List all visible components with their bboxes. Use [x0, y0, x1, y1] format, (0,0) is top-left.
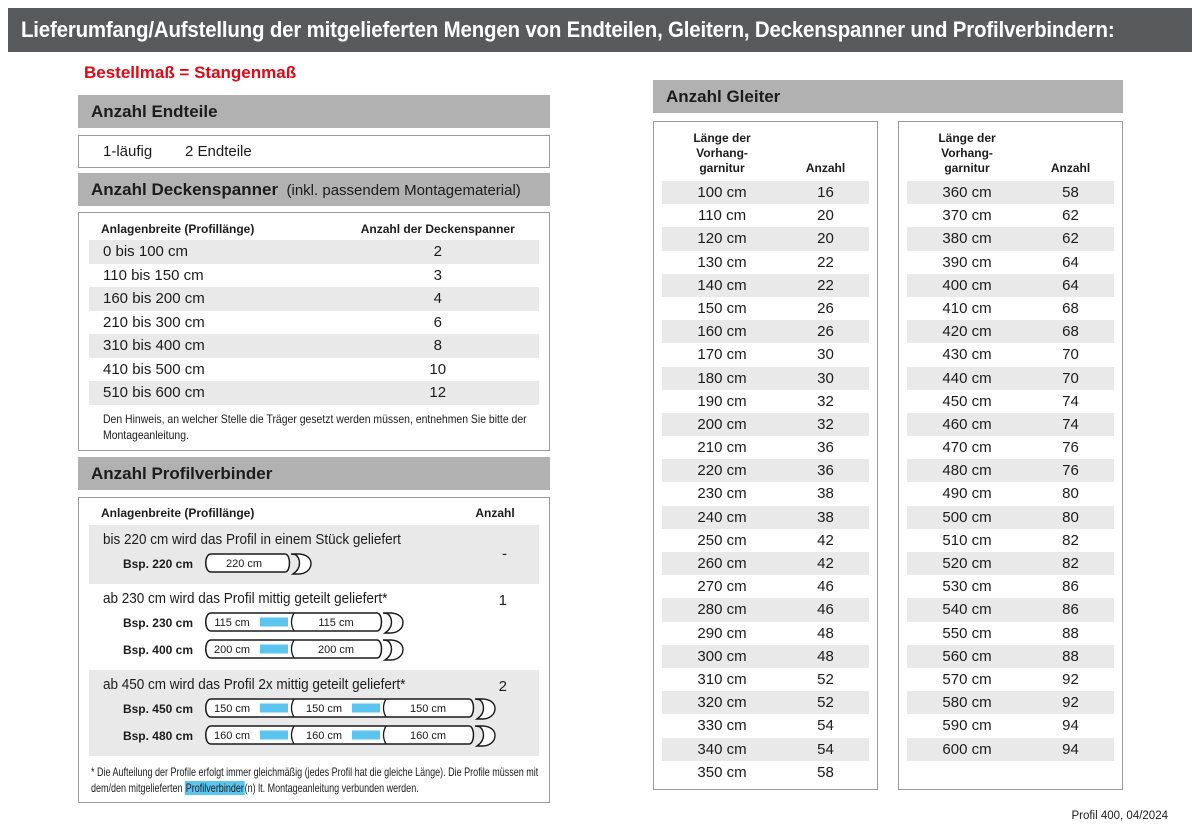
svg-text:200 cm: 200 cm	[317, 643, 355, 656]
length-cell: 300 cm	[697, 647, 747, 665]
footnote-text-before: * Die Aufteilung der Profile erfolgt immer gleichmäßig (jedes Profil hat die gleiche Länge). Die Profile müssen mit dem/den mitgelieferten	[91, 764, 539, 795]
header-line: garnitur	[944, 161, 990, 175]
variant-cell: 1-läufig	[103, 143, 153, 160]
count-cell: 46	[817, 601, 834, 619]
svg-text:115 cm: 115 cm	[214, 616, 250, 629]
table-row	[907, 668, 1114, 691]
count-cell: 76	[1062, 439, 1079, 457]
header-line: Vorhang-	[696, 146, 748, 160]
length-cell: 570 cm	[942, 670, 992, 688]
length-cell: 470 cm	[942, 439, 992, 457]
profile-example	[89, 697, 539, 721]
section-title: Anzahl Deckenspanner	[91, 180, 279, 199]
table-row	[662, 645, 869, 668]
table-row	[662, 552, 869, 575]
count-cell: 80	[1062, 508, 1079, 526]
table-row	[907, 691, 1114, 714]
length-cell: 380 cm	[942, 230, 992, 248]
count-cell: 12	[429, 384, 447, 401]
length-cell: 220 cm	[697, 462, 747, 480]
count-cell: 64	[1062, 253, 1079, 271]
length-cell: 520 cm	[942, 555, 992, 572]
table-row	[907, 343, 1114, 366]
count-cell: 54	[817, 740, 834, 758]
count-cell: 58	[1062, 184, 1079, 201]
count-cell: 38	[817, 485, 834, 503]
length-cell: 560 cm	[942, 647, 992, 665]
count-cell: 68	[1062, 299, 1079, 317]
page-title: Lieferumfang/Aufstellung der mitgelieferten Mengen von Endteilen, Gleitern, Deckenspanner und Profilverbindern:	[21, 17, 1115, 42]
table-row	[662, 482, 869, 505]
length-cell: 320 cm	[697, 694, 747, 712]
left-column	[78, 60, 550, 803]
length-cell: 330 cm	[697, 717, 747, 735]
length-cell: 310 cm	[697, 670, 747, 688]
column-header-anzahl: Anzahl der Deckenspanner	[360, 222, 515, 236]
table-header-row	[89, 504, 539, 525]
count-cell: 74	[1062, 392, 1079, 410]
count-cell: 32	[817, 415, 834, 433]
length-cell: 260 cm	[697, 555, 747, 572]
table-row	[662, 390, 869, 413]
example-label: Bsp. 230 cm	[122, 615, 193, 630]
table-row	[907, 204, 1114, 227]
table-row	[662, 181, 869, 204]
rule-text-wrap	[89, 531, 539, 549]
count-cell: 58	[817, 763, 834, 781]
rule-text: bis 220 cm wird das Profil in einem Stück geliefert	[103, 530, 401, 548]
length-cell: 430 cm	[942, 346, 992, 364]
profile-diagram	[200, 552, 317, 576]
table-row	[907, 227, 1114, 250]
count-cell: 2	[498, 677, 507, 695]
length-cell: 550 cm	[942, 624, 992, 642]
header-line: Länge der	[938, 131, 996, 145]
table-header-row	[662, 128, 869, 181]
length-cell: 500 cm	[942, 508, 992, 526]
range-cell: 160 bis 200 cm	[103, 290, 205, 307]
svg-text:220 cm: 220 cm	[225, 557, 263, 570]
table-row	[907, 622, 1114, 645]
range-cell: 510 bis 600 cm	[103, 384, 205, 401]
gleiter-rows-left	[662, 181, 869, 784]
count-cell: 16	[817, 184, 834, 201]
svg-text:150 cm: 150 cm	[409, 702, 447, 715]
length-cell: 400 cm	[942, 276, 992, 294]
count-cell: 38	[817, 508, 834, 526]
table-row	[662, 251, 869, 274]
svg-text:160 cm: 160 cm	[213, 729, 251, 742]
right-column	[653, 80, 1123, 790]
table-row	[662, 622, 869, 645]
table-row	[89, 311, 539, 335]
count-cell: 4	[433, 290, 442, 307]
count-cell: 26	[817, 323, 834, 341]
page-title-bar	[8, 8, 1192, 52]
table-row	[662, 320, 869, 343]
count-cell: 20	[817, 230, 834, 248]
table-row	[907, 390, 1114, 413]
length-cell: 540 cm	[942, 601, 992, 619]
profile-diagram-holder	[200, 697, 501, 721]
count-cell: 92	[1062, 670, 1079, 688]
table-row	[662, 343, 869, 366]
table-row	[662, 413, 869, 436]
gleiter-rows-right	[907, 181, 1114, 761]
range-cell: 210 bis 300 cm	[103, 313, 205, 331]
table-row	[662, 714, 869, 737]
profile-diagram	[200, 697, 501, 721]
gleiter-table-left	[653, 121, 878, 790]
count-cell: 48	[817, 647, 834, 665]
profile-diagram	[200, 724, 501, 748]
profile-diagram	[200, 638, 409, 662]
table-row	[662, 436, 869, 459]
count-cell: 92	[1062, 694, 1079, 712]
length-cell: 460 cm	[942, 415, 992, 433]
table-row	[907, 738, 1114, 761]
profile-example	[89, 724, 539, 748]
count-cell: 20	[817, 207, 834, 225]
table-row	[662, 691, 869, 714]
count-cell: 94	[1062, 717, 1079, 735]
table-row	[89, 670, 539, 756]
section-title: Anzahl Endteile	[91, 102, 218, 121]
table-row	[662, 598, 869, 621]
deckenspanner-rows	[89, 240, 539, 405]
table-row	[662, 529, 869, 552]
count-cell: 26	[817, 299, 834, 317]
section-header-profilverbinder	[78, 457, 550, 490]
table-row	[89, 525, 539, 584]
column-header-width: Anlagenbreite (Profillänge)	[101, 222, 255, 236]
length-cell: 250 cm	[697, 531, 747, 549]
length-cell: 360 cm	[942, 184, 992, 201]
length-cell: 240 cm	[697, 508, 747, 526]
length-cell: 600 cm	[942, 740, 992, 758]
length-cell: 160 cm	[697, 323, 747, 341]
table-row	[662, 459, 869, 482]
count-cell: 10	[429, 360, 447, 378]
table-row	[907, 506, 1114, 529]
length-cell: 280 cm	[697, 601, 747, 619]
length-cell: 120 cm	[697, 230, 747, 248]
profile-example	[89, 552, 539, 576]
count-cell: 88	[1062, 624, 1079, 642]
table-row	[907, 436, 1114, 459]
table-row	[907, 598, 1114, 621]
table-row	[907, 367, 1114, 390]
table-row	[907, 575, 1114, 598]
profile-diagram-holder	[200, 552, 317, 576]
endteile-table	[78, 135, 550, 168]
example-label: Bsp. 480 cm	[122, 728, 193, 743]
table-row	[89, 358, 539, 382]
length-cell: 390 cm	[942, 253, 992, 271]
table-row	[89, 287, 539, 311]
length-cell: 180 cm	[697, 369, 747, 387]
gleiter-table-right	[898, 121, 1123, 790]
header-line: Länge der	[693, 131, 751, 145]
count-cell: 64	[1062, 276, 1079, 294]
column-header-width: Anlagenbreite (Profillänge)	[101, 505, 255, 520]
count-cell: 2	[433, 243, 442, 260]
table-row	[662, 227, 869, 250]
table-row	[662, 761, 869, 784]
count-cell: 88	[1062, 647, 1079, 665]
range-cell: 410 bis 500 cm	[103, 360, 205, 378]
svg-text:160 cm: 160 cm	[305, 729, 343, 742]
section-header-endteile	[78, 95, 550, 128]
count-cell: 86	[1062, 578, 1079, 596]
svg-text:150 cm: 150 cm	[213, 702, 251, 715]
profile-diagram-holder	[200, 724, 501, 748]
count-cell: 82	[1062, 531, 1079, 549]
count-cell: 94	[1062, 740, 1079, 758]
table-row	[662, 506, 869, 529]
profile-example	[89, 638, 539, 662]
footer-text: Profil 400, 04/2024	[1071, 810, 1168, 822]
section-subtitle: (inkl. passendem Montagematerial)	[286, 182, 521, 199]
table-row	[89, 584, 539, 670]
count-cell: 42	[817, 555, 834, 572]
count-cell: 68	[1062, 323, 1079, 341]
count-cell: 74	[1062, 415, 1079, 433]
length-cell: 340 cm	[697, 740, 747, 758]
count-cell: 42	[817, 531, 834, 549]
profile-diagram-holder	[200, 611, 409, 635]
length-cell: 170 cm	[697, 346, 747, 364]
count-cell: 48	[817, 624, 834, 642]
svg-text:200 cm: 200 cm	[213, 643, 251, 656]
count-cell: 30	[817, 369, 834, 387]
count-cell: 70	[1062, 369, 1079, 387]
svg-text:150 cm: 150 cm	[305, 702, 343, 715]
length-cell: 100 cm	[697, 184, 747, 201]
column-header-length	[907, 131, 1027, 176]
example-label: Bsp. 450 cm	[122, 701, 193, 716]
length-cell: 150 cm	[697, 299, 747, 317]
table-row	[907, 552, 1114, 575]
order-measure-note: Bestellmaß = Stangenmaß	[84, 63, 297, 82]
length-cell: 440 cm	[942, 369, 992, 387]
table-row	[89, 240, 539, 264]
count-cell: 8	[433, 337, 442, 354]
deckenspanner-note: Den Hinweis, an welcher Stelle die Träger gesetzt werden müssen, entnehmen Sie bitte der Montageanleitung.	[103, 411, 527, 442]
length-cell: 190 cm	[697, 392, 747, 410]
count-cell: -	[502, 545, 507, 563]
count-cell: 2 Endteile	[185, 143, 252, 160]
count-cell: 3	[433, 266, 442, 284]
table-row	[662, 297, 869, 320]
length-cell: 200 cm	[697, 415, 747, 433]
count-cell: 32	[817, 392, 834, 410]
table-row	[662, 668, 869, 691]
table-header-row	[907, 128, 1114, 181]
count-cell: 1	[498, 591, 507, 609]
table-row	[907, 320, 1114, 343]
profile-diagram-holder	[200, 638, 409, 662]
footnote-text-after: (n) lt. Montageanleitung verbunden werden.	[244, 780, 419, 795]
table-row	[907, 181, 1114, 204]
count-cell: 86	[1062, 601, 1079, 619]
deckenspanner-table	[78, 212, 550, 451]
count-cell: 62	[1062, 207, 1079, 225]
profile-example	[89, 611, 539, 635]
column-header-anzahl: Anzahl	[1050, 161, 1091, 175]
length-cell: 230 cm	[697, 485, 747, 503]
table-row	[907, 482, 1114, 505]
column-header-length	[662, 131, 782, 176]
svg-text:160 cm: 160 cm	[409, 729, 447, 742]
section-title: Anzahl Profilverbinder	[91, 463, 273, 483]
count-cell: 22	[817, 276, 834, 294]
length-cell: 480 cm	[942, 462, 992, 480]
rule-text-wrap	[89, 590, 539, 608]
table-row	[662, 204, 869, 227]
count-cell: 52	[817, 670, 834, 688]
table-row	[662, 575, 869, 598]
gleiter-tables	[653, 121, 1123, 790]
length-cell: 420 cm	[942, 323, 992, 341]
rule-text: ab 450 cm wird das Profil 2x mittig geteilt geliefert*	[103, 675, 406, 693]
table-row	[907, 529, 1114, 552]
table-header-row	[89, 220, 539, 240]
table-row	[662, 738, 869, 761]
table-row	[89, 381, 539, 405]
length-cell: 110 cm	[697, 207, 747, 225]
count-cell: 80	[1062, 485, 1079, 503]
table-row	[662, 274, 869, 297]
length-cell: 410 cm	[942, 299, 992, 317]
count-cell: 30	[817, 346, 834, 364]
column-header-anzahl: Anzahl	[805, 161, 846, 175]
count-cell: 76	[1062, 462, 1079, 480]
table-row	[907, 413, 1114, 436]
table-row	[89, 264, 539, 288]
svg-text:115 cm: 115 cm	[318, 616, 354, 629]
count-cell: 54	[817, 717, 834, 735]
table-row	[907, 714, 1114, 737]
length-cell: 590 cm	[942, 717, 992, 735]
length-cell: 270 cm	[697, 578, 747, 596]
header-line: Vorhang-	[941, 146, 993, 160]
count-cell: 22	[817, 253, 834, 271]
profilverbinder-table	[78, 497, 550, 803]
length-cell: 510 cm	[942, 531, 992, 549]
length-cell: 210 cm	[697, 439, 747, 457]
range-cell: 0 bis 100 cm	[103, 243, 189, 260]
count-cell: 52	[817, 694, 834, 712]
table-row	[662, 367, 869, 390]
length-cell: 350 cm	[697, 763, 747, 781]
example-label: Bsp. 220 cm	[122, 556, 193, 571]
length-cell: 490 cm	[942, 485, 992, 503]
length-cell: 140 cm	[697, 276, 747, 294]
rule-text: ab 230 cm wird das Profil mittig geteilt geliefert*	[103, 589, 388, 607]
count-cell: 70	[1062, 346, 1079, 364]
length-cell: 130 cm	[697, 253, 747, 271]
rule-text-wrap	[89, 676, 539, 694]
footnote-highlight: Profilverbinder	[185, 780, 244, 795]
table-row	[907, 251, 1114, 274]
header-line: garnitur	[699, 161, 745, 175]
length-cell: 290 cm	[697, 624, 747, 642]
count-cell: 6	[433, 313, 442, 331]
length-cell: 530 cm	[942, 578, 992, 596]
length-cell: 370 cm	[942, 207, 992, 225]
count-cell: 82	[1062, 555, 1079, 572]
section-header-deckenspanner	[78, 173, 550, 206]
count-cell: 62	[1062, 230, 1079, 248]
count-cell: 36	[817, 462, 834, 480]
profilverbinder-rows	[89, 525, 539, 756]
count-cell: 36	[817, 439, 834, 457]
table-row	[89, 334, 539, 358]
table-row	[907, 274, 1114, 297]
table-row	[907, 459, 1114, 482]
column-header-anzahl: Anzahl	[475, 505, 515, 520]
example-label: Bsp. 400 cm	[122, 642, 193, 657]
profile-diagram	[200, 611, 409, 635]
length-cell: 580 cm	[942, 694, 992, 712]
table-row	[907, 645, 1114, 668]
section-title: Anzahl Gleiter	[666, 87, 781, 106]
length-cell: 450 cm	[942, 392, 992, 410]
range-cell: 310 bis 400 cm	[103, 337, 205, 354]
range-cell: 110 bis 150 cm	[103, 266, 204, 284]
table-row	[907, 297, 1114, 320]
profilverbinder-footnote	[91, 764, 541, 796]
count-cell: 46	[817, 578, 834, 596]
section-header-gleiter	[653, 80, 1123, 113]
